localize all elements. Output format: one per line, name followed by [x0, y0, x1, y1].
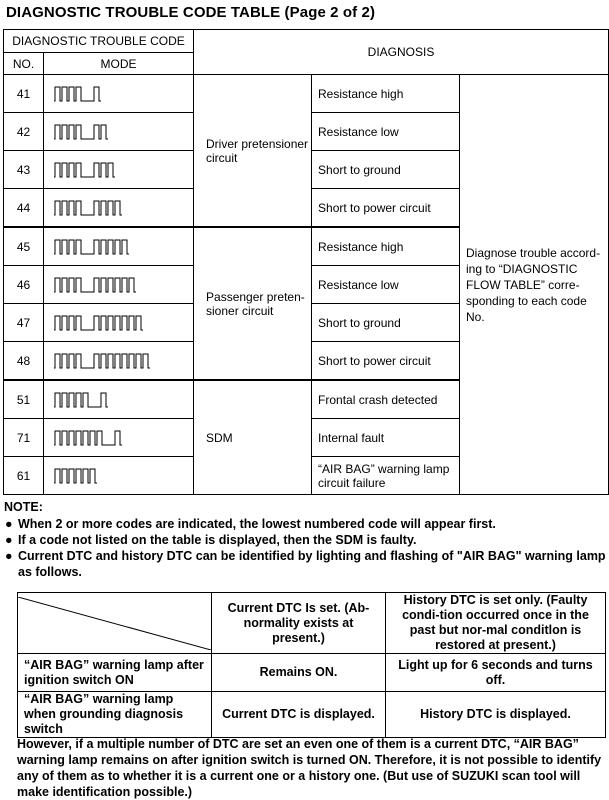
dtc-table-body	[4, 75, 609, 495]
dtc-diagnosis: Resistance low	[312, 113, 460, 151]
note-title: NOTE:	[4, 500, 43, 514]
dtc-number: 42	[4, 113, 44, 151]
mode-waveform-icon	[54, 313, 145, 333]
mode-waveform-icon	[54, 198, 124, 218]
dtc-mode	[44, 342, 194, 381]
dtc-number: 51	[4, 380, 44, 419]
bullet-icon: ●	[5, 533, 13, 547]
dtc-row	[4, 75, 609, 113]
dtc-diagnosis: Resistance low	[312, 266, 460, 304]
note-item: ● Current DTC and history DTC can be identified by lighting and flashing of "AIR BAG" warning lamp as follows.	[5, 549, 606, 579]
dtc-mode	[44, 227, 194, 266]
dtc-number: 47	[4, 304, 44, 342]
note-item: ● If a code not listed on the table is displayed, then the SDM is faulty.	[5, 533, 417, 547]
dtc-table	[3, 29, 609, 495]
compare-row-history: History DTC is displayed.	[386, 692, 606, 738]
compare-row-history: Light up for 6 seconds and turns off.	[386, 654, 606, 692]
dtc-number: 43	[4, 151, 44, 189]
dtc-mode	[44, 419, 194, 457]
dtc-mode	[44, 151, 194, 189]
dtc-mode	[44, 380, 194, 419]
mode-waveform-icon	[54, 160, 117, 180]
dtc-number: 44	[4, 189, 44, 228]
dtc-diagnosis: “AIR BAG” warning lamp circuit failure	[312, 457, 460, 495]
mode-waveform-icon	[54, 428, 124, 448]
page-title: DIAGNOSTIC TROUBLE CODE TABLE (Page 2 of 2)	[6, 4, 376, 21]
compare-header-history: History DTC is set only. (Faulty condi-tion occurred once in the past but nor-mal conditlon is restored at present.)	[386, 593, 606, 654]
dtc-diagnosis: Frontal crash detected	[312, 380, 460, 419]
dtc-number: 71	[4, 419, 44, 457]
compare-row-current: Current DTC is displayed.	[212, 692, 386, 738]
dtc-diagnosis: Short to power circuit	[312, 342, 460, 381]
dtc-circuit: Driver pretensioner circuit	[194, 75, 312, 228]
mode-waveform-icon	[54, 84, 103, 104]
dtc-circuit: Passenger preten-sioner circuit	[194, 227, 312, 380]
bottom-paragraph: However, if a multiple number of DTC are set an even one of them is a current DTC, “AIR BAG” warning lamp remains on after ignition switch is turned ON. Therefore, it is not possible to identify any of them as to whether it is a current one or a history one. (But use of SUZUKI scan tool will make identification possible.)	[17, 737, 602, 799]
compare-header-current: Current DTC Is set. (Ab-normality exists at present.)	[212, 593, 386, 654]
bullet-icon: ●	[5, 549, 13, 563]
dtc-mode	[44, 457, 194, 495]
dtc-flow-instruction: Diagnose trouble accord-ing to “DIAGNOSTIC FLOW TABLE” corre-sponding to each code No.	[460, 75, 609, 495]
header-no: NO.	[4, 53, 44, 75]
mode-waveform-icon	[54, 122, 110, 142]
dtc-mode	[44, 75, 194, 113]
dtc-diagnosis: Short to power circuit	[312, 189, 460, 228]
dtc-mode	[44, 113, 194, 151]
compare-row-current: Remains ON.	[212, 654, 386, 692]
diagonal-line	[18, 597, 211, 650]
dtc-number: 61	[4, 457, 44, 495]
mode-waveform-icon	[54, 390, 110, 410]
dtc-mode	[44, 266, 194, 304]
header-mode: MODE	[44, 53, 194, 75]
compare-corner-cell	[18, 593, 212, 654]
dtc-diagnosis: Resistance high	[312, 75, 460, 113]
dtc-number: 41	[4, 75, 44, 113]
header-diagnosis: DIAGNOSIS	[194, 30, 609, 75]
mode-waveform-icon	[54, 237, 131, 257]
mode-waveform-icon	[54, 351, 152, 371]
dtc-mode	[44, 189, 194, 228]
dtc-diagnosis: Short to ground	[312, 151, 460, 189]
note-list	[4, 516, 606, 580]
compare-row-label: “AIR BAG” warning lamp after ignition switch ON	[18, 654, 212, 692]
dtc-number: 48	[4, 342, 44, 381]
dtc-number: 45	[4, 227, 44, 266]
dtc-mode	[44, 304, 194, 342]
bullet-icon: ●	[5, 517, 13, 531]
compare-row-label: “AIR BAG” warning lamp when grounding diagnosis switch	[18, 692, 212, 738]
dtc-diagnosis: Short to ground	[312, 304, 460, 342]
dtc-diagnosis: Internal fault	[312, 419, 460, 457]
dtc-circuit: SDM	[194, 380, 312, 495]
mode-waveform-icon	[54, 275, 138, 295]
header-dtc: DIAGNOSTIC TROUBLE CODE	[4, 30, 194, 53]
mode-waveform-icon	[54, 466, 99, 486]
dtc-diagnosis: Resistance high	[312, 227, 460, 266]
note-item: ● When 2 or more codes are indicated, the lowest numbered code will appear first.	[5, 517, 496, 531]
dtc-number: 46	[4, 266, 44, 304]
dtc-compare-table	[17, 592, 606, 738]
